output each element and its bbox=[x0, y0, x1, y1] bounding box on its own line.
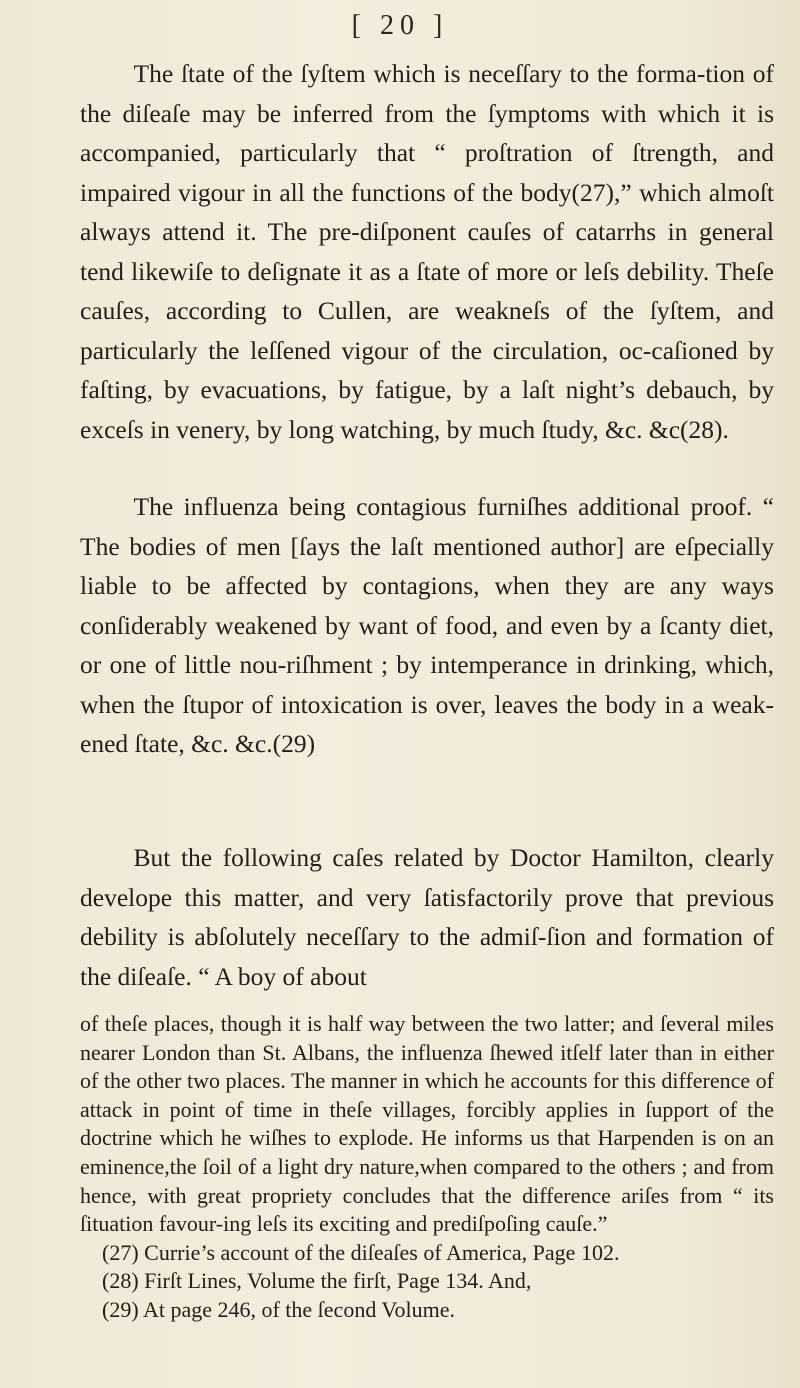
paragraph-2-text: The influenza being contagious furniſhes additional proof. “ The bodies of men [ſays the laſt mentioned author] are eſpecially liable to be affected by contagions, when they are any ways conſiderably weakened by want of food, and even by a ſcanty diet, or one of little nou-riſhment ; by intemperance in drinking, which, when the ſtupor of intoxication is over, leaves the body in a weak-ened ſtate, &c. &c.(29) bbox=[80, 492, 774, 758]
footnote-continuation: of theſe places, though it is half way between the two latter; and ſeveral miles nearer London than St. Albans, the influenza ſhewed itſelf later than in either of the other two places. The manner in which he accounts for this difference of attack in point of time in theſe villages, forcibly applies in ſupport of the doctrine which he wiſhes to explode. He informs us that Harpenden is on an eminence,the ſoil of a light dry nature,when compared to the others ; and from hence, with great propriety concludes that the difference ariſes from “ its ſituation favour-ing leſs its exciting and prediſpoſing cauſe.” bbox=[80, 1011, 774, 1237]
footnote-27: (27) Currie’s account of the diſeaſes of America, Page 102. bbox=[102, 1239, 620, 1265]
footnote-29: (29) At page 246, of the ſecond Volume. bbox=[102, 1296, 455, 1322]
page-number: [ 20 ] bbox=[351, 10, 449, 41]
paragraph-3 bbox=[80, 838, 774, 996]
footnote-block bbox=[80, 1010, 774, 1325]
footnote-28: (28) Firſt Lines, Volume the firſt, Page 134. And, bbox=[102, 1268, 532, 1294]
paragraph-3-text: But the following caſes related by Doctor Hamilton, clearly develope this matter, and very ſatisfactorily prove that previous debility is abſolutely neceſſary to the admiſ-ſion and formation of the diſeaſe. “ A boy of about bbox=[80, 843, 774, 991]
paragraph-1-text: The ſtate of the ſyſtem which is neceſſary to the forma-tion of the diſeaſe may be inferred from the ſymptoms with which it is accompanied, particularly that “ proſtration of ſtrength, and impaired vigour in all the functions of the body(27),” which almoſt always attend it. The pre-diſponent cauſes of catarrhs in general tend likewiſe to deſignate it as a ſtate of more or leſs debility. Theſe cauſes, according to Cullen, are weakneſs of the ſyſtem, and particularly the leſſened vigour of the circulation, oc-caſioned by faſting, by evacuations, by fatigue, by a laſt night’s debauch, by exceſs in venery, by long watching, by much ſtudy, &c. &c(28). bbox=[80, 59, 774, 444]
paragraph-2 bbox=[80, 487, 774, 764]
paragraph-1 bbox=[80, 54, 774, 449]
